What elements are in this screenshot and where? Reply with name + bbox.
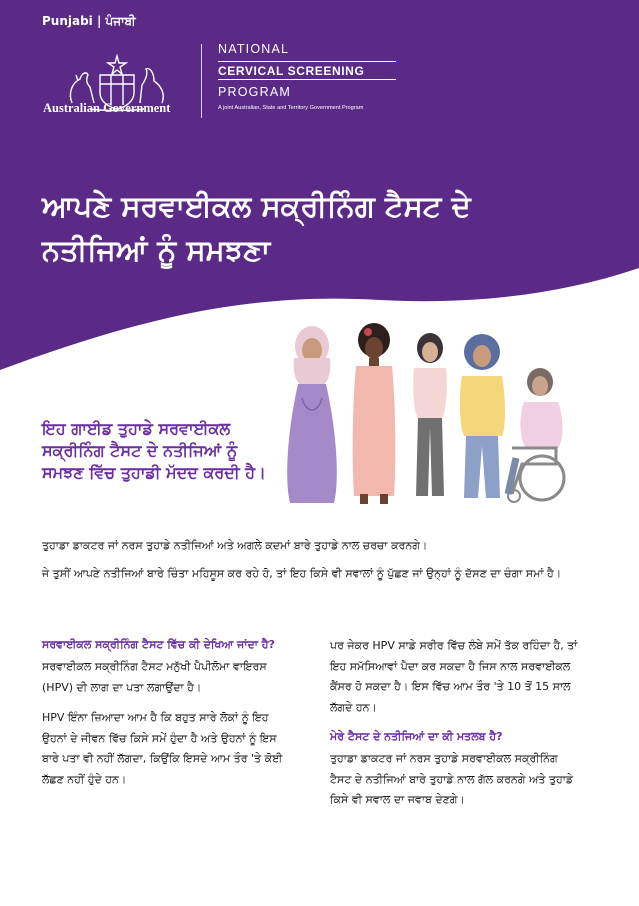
intro-heading: ਇਹ ਗਾਈਡ ਤੁਹਾਡੇ ਸਰਵਾਈਕਲ ਸਕ੍ਰੀਨਿੰਗ ਟੈਸਟ ਦੇ ਨਤੀਜਿਆਂ ਨੂੰ ਸਮਝਣ ਵਿੱਚ ਤੁਹਾਡੀ ਮੱਦਦ ਕਰਦੀ ਹੈ। [42, 419, 266, 482]
right-paragraph-1: ਪਰ ਜੇਕਰ HPV ਸਾਡੇ ਸਰੀਰ ਵਿੱਚ ਲੰਬੇ ਸਮੇਂ ਤੱਕ ਰਹਿੰਦਾ ਹੈ, ਤਾਂ ਇਹ ਸਮੱਸਿਆਵਾਂ ਪੈਦਾ ਕਰ ਸਕਦਾ ਹੈ ਜਿਸ ਨਾਲ ਸਰਵਾਈਕਲ ਕੈਂਸਰ ਹੋ ਸਕਦਾ ਹੈ। ਇਸ ਵਿੱਚ ਆਮ ਤੌਰ 'ਤੇ 10 ਤੋਂ 15 ਸਾਲ ਲੱਗਦੇ ਹਨ। [330, 639, 578, 714]
left-column [42, 636, 287, 800]
section-heading-results-meaning: ਮੇਰੇ ਟੈਸਟ ਦੇ ਨਤੀਜਿਆਂ ਦਾ ਕੀ ਮਤਲਬ ਹੈ? [330, 730, 503, 743]
page-title: ਆਪਣੇ ਸਰਵਾਈਕਲ ਸਕ੍ਰੀਨਿੰਗ ਟੈਸਟ ਦੇ ਨਤੀਜਿਆਂ ਨੂੰ ਸਮਝਣਾ [42, 189, 471, 267]
left-paragraph-2: HPV ਇੰਨਾ ਜ਼ਿਆਦਾ ਆਮ ਹੈ ਕਿ ਬਹੁਤ ਸਾਰੇ ਲੋਕਾਂ ਨੂੰ ਇਹ ਉਹਨਾਂ ਦੇ ਜੀਵਨ ਵਿੱਚ ਕਿਸੇ ਸਮੇਂ ਹੁੰਦਾ ਹੈ ਅਤੇ ਉਹਨਾਂ ਨੂੰ ਇਸ ਬਾਰੇ ਪਤਾ ਵੀ ਨਹੀਂ ਲੱਗਦਾ, ਕਿਉਂਕਿ ਇਸਦੇ ਆਮ ਤੌਰ 'ਤੇ ਕੋਈ ਲੱਛਣ ਨਹੀਂ ਹੁੰਦੇ ਹਨ। [42, 711, 283, 786]
program-line-3: PROGRAM [218, 85, 291, 99]
language-label: Punjabi | ਪੰਜਾਬੀ [42, 14, 136, 28]
woman-pink-dress-figure [353, 323, 396, 504]
intro-paragraph-2: ਜੇ ਤੁਸੀਂ ਆਪਣੇ ਨਤੀਜਿਆਂ ਬਾਰੇ ਚਿੰਤਾ ਮਹਿਸੂਸ ਕਰ ਰਹੇ ਹੋ, ਤਾਂ ਇਹ ਕਿਸੇ ਵੀ ਸਵਾਲਾਂ ਨੂੰ ਪੁੱਛਣ ਜਾਂ ਉਨ੍ਹਾਂ ਨੂੰ ਦੱਸਣ ਦਾ ਚੰਗਾ ਸਮਾਂ ਹੈ। [42, 567, 562, 580]
government-name: Australian Government [43, 101, 171, 115]
right-paragraph-2: ਤੁਹਾਡਾ ਡਾਕਟਰ ਜਾਂ ਨਰਸ ਤੁਹਾਡੇ ਸਰਵਾਈਕਲ ਸਕ੍ਰੀਨਿੰਗ ਟੈਸਟ ਦੇ ਨਤੀਜਿਆਂ ਬਾਰੇ ਤੁਹਾਡੇ ਨਾਲ ਗੱਲ ਕਰਨਗੇ ਅਤੇ ਤੁਹਾਡੇ ਕਿਸੇ ਵੀ ਸਵਾਲ ਦਾ ਜਵਾਬ ਦੇਣਗੇ। [330, 752, 574, 806]
section-heading-what-is-tested: ਸਰਵਾਈਕਲ ਸਕ੍ਰੀਨਿੰਗ ਟੈਸਟ ਵਿੱਚ ਕੀ ਦੇਖਿਆ ਜਾਂਦਾ ਹੈ? [42, 638, 275, 651]
intro-paragraph-1: ਤੁਹਾਡਾ ਡਾਕਟਰ ਜਾਂ ਨਰਸ ਤੁਹਾਡੇ ਨਤੀਜਿਆਂ ਅਤੇ ਅਗਲੇ ਕਦਮਾਂ ਬਾਰੇ ਤੁਹਾਡੇ ਨਾਲ ਚਰਚਾ ਕਰਨਗੇ। [42, 539, 428, 552]
women-group-illustration [272, 318, 590, 508]
program-line-1: NATIONAL [218, 42, 290, 56]
woman-grey-pants-figure [413, 333, 447, 496]
program-line-2: CERVICAL SCREENING [218, 61, 396, 80]
right-column [330, 636, 582, 821]
woman-hijab-figure [287, 326, 337, 503]
woman-wheelchair-figure [508, 368, 564, 502]
logo-divider [201, 44, 202, 118]
program-subtitle: A joint Australian, State and Territory Government Program [218, 105, 364, 111]
left-paragraph-1: ਸਰਵਾਈਕਲ ਸਕ੍ਰੀਨਿੰਗ ਟੈਸਟ ਮਨੁੱਖੀ ਪੈਪੀਲੋਮਾ ਵਾਇਰਸ (HPV) ਦੀ ਲਾਗ ਦਾ ਪਤਾ ਲਗਾਉਂਦਾ ਹੈ। [42, 660, 267, 694]
woman-yellow-top-figure [460, 334, 505, 498]
